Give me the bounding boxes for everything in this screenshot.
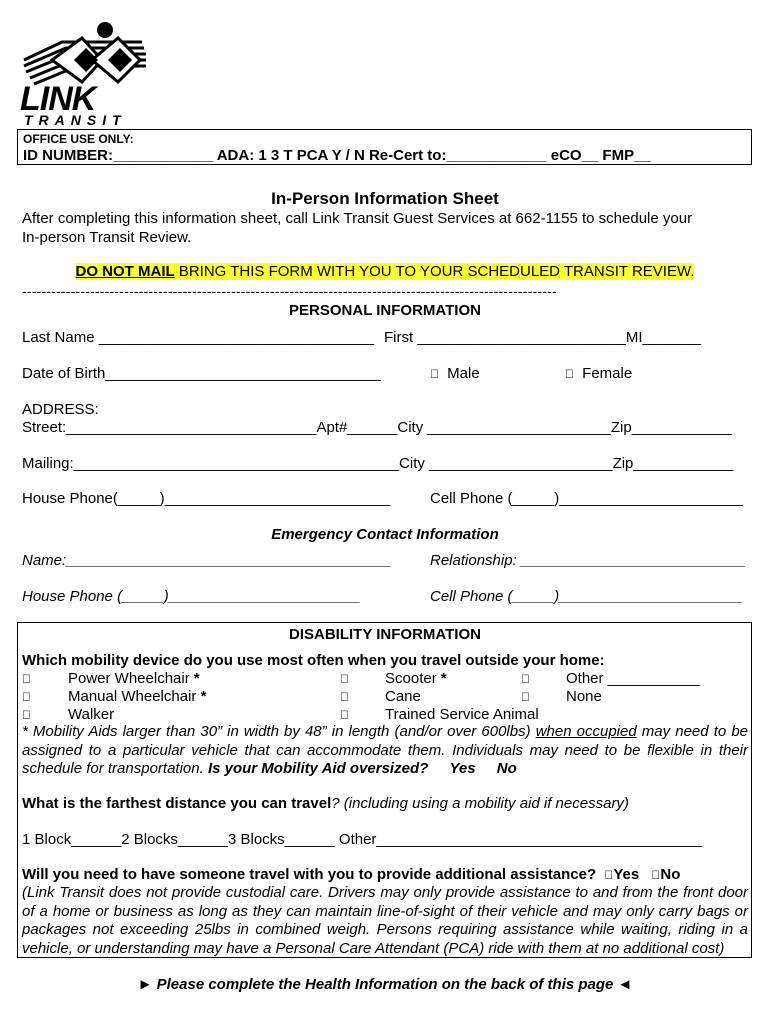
do-not-mail-notice — [0, 263, 770, 280]
female-label: Female — [582, 365, 633, 382]
male-checkbox-icon[interactable] — [430, 367, 439, 381]
assist-yes-checkbox-icon[interactable] — [604, 868, 613, 882]
none-checkbox-icon[interactable] — [521, 690, 530, 704]
assistance-note: (Link Transit does not provide custodial care. Drivers may only provide assistance to and from the front door of a home or business as long as they can maintain line-of-sight of their vehicle and may only carry bags or packages not exceeding 25lbs in combined weigh. Persons requiring assistance while waiting, riding in a vehicle, or understanding may have a Personal Care Attendant (PCA) ride with them at no additional cost) — [22, 884, 748, 957]
assist-yes[interactable]: Yes — [604, 866, 639, 883]
power-wheelchair-option[interactable] — [22, 670, 200, 687]
cane-option[interactable] — [340, 688, 421, 705]
dashed-divider: -------------------------------------------------------------------------------------------------------------- — [22, 283, 557, 299]
none-label: None — [566, 688, 602, 705]
animal-checkbox-icon[interactable] — [340, 708, 349, 722]
male-option[interactable] — [430, 365, 480, 382]
assist-no[interactable]: No — [651, 866, 680, 883]
oversized-no[interactable]: No — [488, 760, 517, 777]
first-mi-field[interactable]: First _________________________MI_______ — [384, 329, 701, 346]
emergency-house-phone-field[interactable]: House Phone (_____)_______________________ — [22, 588, 361, 605]
intro-line-2: In-person Transit Review. — [22, 229, 192, 246]
intro-line-1: After completing this information sheet, call Link Transit Guest Services at 662-1155 to schedule your — [22, 210, 693, 227]
female-option[interactable] — [565, 365, 632, 382]
cane-checkbox-icon[interactable] — [340, 690, 349, 704]
page-title: In-Person Information Sheet — [271, 189, 499, 208]
male-label: Male — [447, 365, 480, 382]
scooter-checkbox-icon[interactable] — [340, 672, 349, 686]
manual-label: Manual Wheelchair * — [68, 688, 207, 705]
assistance-question: Will you need to have someone travel with you to provide additional assistance? Yes No — [22, 866, 681, 883]
mailing-field[interactable]: Mailing:_______________________________________City ______________________Zip____________ — [22, 455, 734, 472]
disability-heading: DISABILITY INFORMATION — [289, 626, 481, 643]
other-option[interactable] — [521, 670, 700, 687]
scooter-label: Scooter * — [385, 670, 447, 687]
dob-field[interactable]: Date of Birth_________________________________ — [22, 365, 381, 382]
emergency-name-field[interactable]: Name:_______________________________________ — [22, 552, 392, 569]
none-option[interactable] — [521, 688, 602, 705]
cell-phone-field[interactable]: Cell Phone (_____)______________________ — [430, 490, 743, 507]
walker-label: Walker — [68, 706, 115, 723]
other-checkbox-icon[interactable] — [521, 672, 530, 686]
notice-emphasis: DO NOT MAIL — [75, 263, 175, 280]
service-animal-option[interactable] — [340, 706, 539, 723]
walker-checkbox-icon[interactable] — [22, 708, 31, 722]
street-field[interactable]: Street:______________________________Apt#______City ______________________Zip____________ — [22, 419, 732, 436]
address-label: ADDRESS: — [22, 401, 99, 418]
oversized-yes[interactable]: Yes — [440, 760, 475, 777]
distance-options-field[interactable]: 1 Block______2 Blocks______3 Blocks______ Other_______________________________________ — [22, 831, 702, 848]
manual-checkbox-icon[interactable] — [22, 690, 31, 704]
scooter-option[interactable] — [340, 670, 447, 687]
manual-wheelchair-option[interactable] — [22, 688, 207, 705]
power-checkbox-icon[interactable] — [22, 672, 31, 686]
power-label: Power Wheelchair * — [68, 670, 200, 687]
logo-name: LINK — [20, 80, 96, 118]
cane-label: Cane — [385, 688, 421, 705]
mobility-question: Which mobility device do you use most often when you travel outside your home: — [22, 652, 605, 669]
walker-option[interactable] — [22, 706, 115, 723]
mobility-aid-note: * Mobility Aids larger than 30” in width by 48” in length (and/or over 600lbs) when occupied may need to be assigned to a particular vehicle that can accommodate them. Individuals may need to be flexible in their schedule for transportation. Is your Mobility Aid oversized? Yes No — [22, 723, 749, 777]
emergency-relationship-field[interactable]: Relationship: ___________________________ — [430, 552, 747, 569]
office-id-line[interactable]: ID NUMBER:____________ ADA: 1 3 T PCA Y / N Re-Cert to:____________ eCO__ FMP__ — [23, 147, 651, 164]
female-checkbox-icon[interactable] — [565, 367, 574, 381]
logo-sub: TRANSIT — [24, 112, 127, 128]
house-phone-field[interactable]: House Phone(_____)___________________________ — [22, 490, 390, 507]
oversized-no-checkbox-icon[interactable] — [488, 760, 497, 779]
notice-text: BRING THIS FORM WITH YOU TO YOUR SCHEDULED TRANSIT REVIEW. — [174, 263, 695, 280]
emergency-heading: Emergency Contact Information — [271, 526, 499, 543]
other-label: Other ___________ — [566, 670, 700, 687]
last-name-field[interactable]: Last Name _________________________________ — [22, 329, 374, 346]
distance-question: What is the farthest distance you can travel? (including using a mobility aid if necessary) — [22, 795, 629, 812]
footer-note: ► Please complete the Health Information on the back of this page ◄ — [137, 976, 633, 993]
personal-info-heading: PERSONAL INFORMATION — [289, 302, 481, 319]
oversized-question: Is your Mobility Aid oversized? — [207, 760, 429, 777]
office-use-label: OFFICE USE ONLY: — [23, 132, 134, 146]
emergency-cell-phone-field[interactable]: Cell Phone (_____)______________________ — [430, 588, 743, 605]
animal-label: Trained Service Animal — [385, 706, 539, 723]
